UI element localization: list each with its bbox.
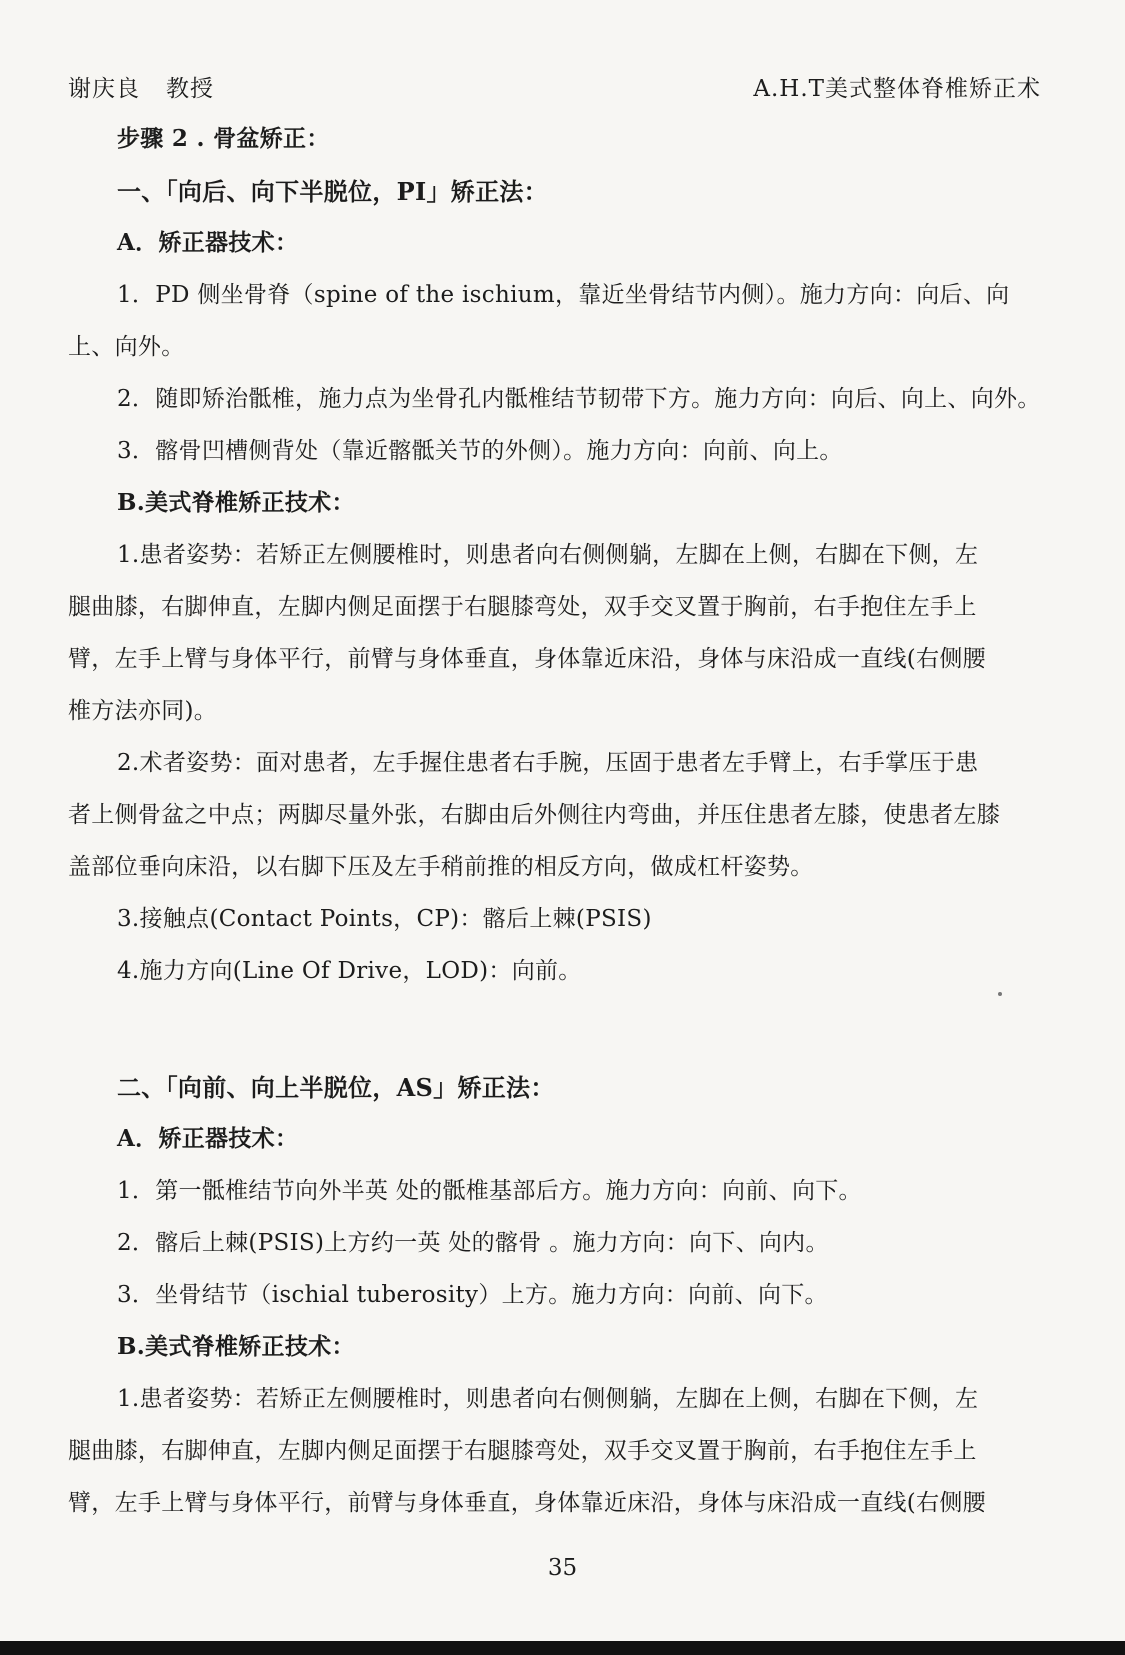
paragraph-line: 1．第一骶椎结节向外半英 处的骶椎基部后方。施力方向：向前、向下。 [117, 1178, 862, 1204]
paragraph-line: 上、向外。 [68, 334, 185, 360]
author-role: 教授 [166, 76, 214, 102]
running-header-book-title: A.H.T美式整体脊椎矫正术 [753, 76, 1041, 102]
running-header-author [68, 70, 214, 103]
paragraph-line: 腿曲膝，右脚伸直，左脚内侧足面摆于右腿膝弯处，双手交叉置于胸前，右手抱住左手上 [68, 594, 977, 620]
paragraph-line: 盖部位垂向床沿，以右脚下压及左手稍前推的相反方向，做成杠杆姿势。 [68, 854, 814, 880]
paragraph-line: 3.接触点(Contact Points，CP)：髂后上棘(PSIS) [117, 906, 652, 932]
paragraph-line: 者上侧骨盆之中点；两脚尽量外张，右脚由后外侧往内弯曲，并压住患者左膝，使患者左膝 [68, 802, 1000, 828]
author-name: 谢庆良 [68, 76, 140, 102]
paragraph-line: 1．PD 侧坐骨脊（spine of the ischium，靠近坐骨结节内侧）。施力方向：向后、向 [117, 282, 1010, 308]
paragraph-line: 3．髂骨凹槽侧背处（靠近髂骶关节的外侧）。施力方向：向前、向上。 [117, 438, 843, 464]
paragraph-line: 3．坐骨结节（ischial tuberosity）上方。施力方向：向前、向下。 [117, 1282, 828, 1308]
subsection-heading-as: 二、「向前、向上半脱位，AS」矫正法： [117, 1073, 555, 1102]
paragraph-line: 臂，左手上臂与身体平行，前臂与身体垂直，身体靠近床沿，身体与床沿成一直线(右侧腰 [68, 646, 986, 672]
paragraph-line: 臂，左手上臂与身体平行，前臂与身体垂直，身体靠近床沿，身体与床沿成一直线(右侧腰 [68, 1490, 986, 1516]
subsection-heading-pi: 一、「向后、向下半脱位，PI」矫正法： [117, 177, 548, 206]
paragraph-line: 1.患者姿势：若矫正左侧腰椎时，则患者向右侧侧躺，左脚在上侧，右脚在下侧，左 [117, 542, 979, 568]
paragraph-line: 2．髂后上棘(PSIS)上方约一英 处的髂骨 。施力方向：向下、向内。 [117, 1230, 829, 1256]
paragraph-line: 2.术者姿势：面对患者，左手握住患者右手腕，压固于患者左手臂上，右手掌压于患 [117, 750, 979, 776]
paragraph-line: 腿曲膝，右脚伸直，左脚内侧足面摆于右腿膝弯处，双手交叉置于胸前，右手抱住左手上 [68, 1438, 977, 1464]
subheading-chiropractic-technique: B.美式脊椎矫正技术： [117, 1333, 355, 1360]
scan-speck [998, 992, 1002, 996]
paragraph-line: 4.施力方向(Line Of Drive，LOD)：向前。 [117, 958, 582, 984]
paragraph-line: 2．随即矫治骶椎，施力点为坐骨孔内骶椎结节韧带下方。施力方向：向后、向上、向外。 [117, 386, 1041, 412]
subheading-adjustor-technique: A．矫正器技术： [117, 229, 299, 256]
subheading-chiropractic-technique: B.美式脊椎矫正技术： [117, 489, 355, 516]
paragraph-line: 1.患者姿势：若矫正左侧腰椎时，则患者向右侧侧躺，左脚在上侧，右脚在下侧，左 [117, 1386, 979, 1412]
subheading-adjustor-technique: A．矫正器技术： [117, 1125, 299, 1152]
scan-bottom-edge [0, 1641, 1125, 1655]
page-number: 35 [547, 1555, 578, 1581]
section-title: 步骤 2 . 骨盆矫正： [117, 125, 330, 152]
paragraph-line: 椎方法亦同)。 [68, 698, 218, 724]
